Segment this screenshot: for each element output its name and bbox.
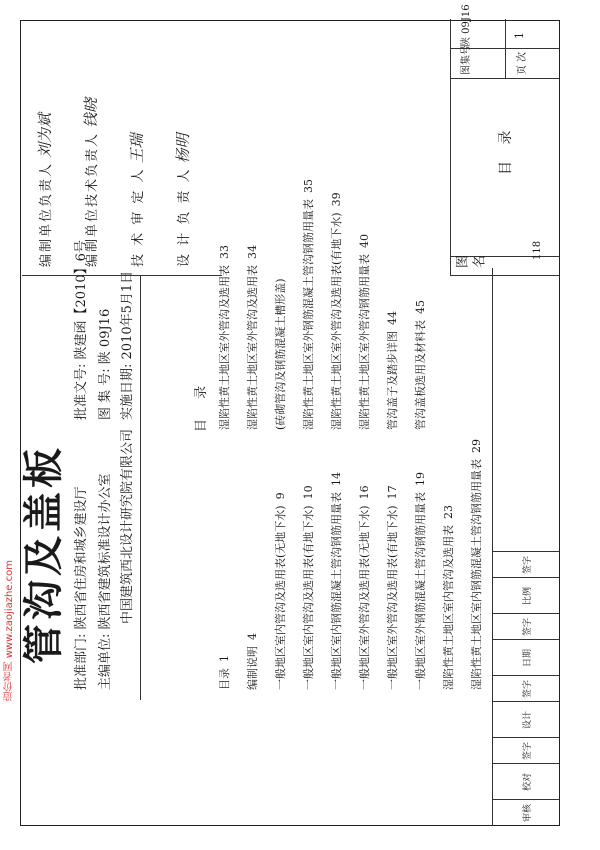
editor2-line [116, 429, 135, 624]
toc-entry [272, 280, 288, 430]
review-cell: 签字 [493, 613, 559, 640]
toc-entry-page: 34 [246, 245, 259, 259]
review-cell: 比例 [493, 577, 559, 614]
toc-entry-page: 4 [246, 633, 259, 640]
divider [140, 276, 141, 700]
toc-entry [272, 420, 288, 690]
toc-entry-label: 一般地区室外管沟及选用表(无地下水) [358, 505, 371, 690]
toc-entry-label: 湿陷性黄土地区室外钢筋混凝土管沟钢筋用量表 [302, 199, 315, 430]
toc-entry [216, 245, 232, 430]
toc-entry [356, 420, 372, 690]
review-cell: 日期 [493, 639, 559, 676]
toc-entry-page: 1 [218, 655, 231, 662]
toc-entry-page: 29 [470, 439, 483, 453]
title-block-page-label: 页 次 [517, 51, 528, 75]
date-label: 实施日期: [120, 363, 135, 420]
date-line [116, 271, 135, 420]
editor-label: 主编单位: [98, 633, 113, 690]
toc-entry-page: 14 [330, 472, 343, 486]
toc-entry-label: 一般地区室外钢筋混凝土管沟钢筋用量表 [414, 492, 427, 690]
document-title: 管沟及盖板 [20, 444, 67, 664]
toc-entry [328, 192, 344, 430]
toc-entry [440, 420, 456, 690]
signature-row [126, 133, 147, 267]
atlas-no-line [94, 309, 113, 420]
toc-entry [384, 420, 400, 690]
toc-entry [412, 280, 428, 430]
review-cell: 签字 [493, 737, 559, 764]
toc-entry-page: 10 [302, 485, 315, 500]
toc-entry-label: (砖砌管沟及钢筋混凝土槽形盖) [274, 278, 287, 430]
signature-row [80, 98, 101, 267]
toc-entry-page: 39 [330, 192, 343, 207]
review-cell: 签字 [493, 675, 559, 702]
toc-entry-page: 19 [414, 472, 427, 486]
approver-line [70, 486, 89, 690]
toc-entry [244, 245, 260, 430]
signature-handwriting: 钱晓 [82, 97, 100, 128]
signature-row [34, 113, 55, 267]
toc-entry-label: 一般地区室内管沟及选用表(无地下水) [274, 505, 287, 690]
toc-entry [468, 420, 484, 690]
footer-page-number: 118 [532, 240, 543, 260]
review-cell: 审核 [493, 799, 559, 826]
date-value: 2010年5月1日 [120, 270, 135, 360]
toc-entry-page: 45 [414, 300, 427, 314]
approver-label: 批准部门: [74, 633, 89, 690]
toc-entry [384, 280, 400, 430]
signature-role: 设 计 负 责 人 [177, 167, 192, 267]
toc-entry-page: 44 [386, 311, 399, 325]
signature-role: 编制单位技术负责人 [85, 131, 100, 267]
signature-row [172, 133, 193, 267]
toc-entry-label: 一般地区室内管沟及选用表(有地下水) [302, 505, 315, 690]
toc-heading: 目 录 [194, 377, 209, 432]
signature-handwriting: 王瑞 [128, 133, 146, 164]
toc-entry-page: 33 [218, 245, 231, 259]
editor2-value: 中国建筑西北设计研究院有限公司 [120, 428, 135, 624]
toc-entry-label: 湿陷性黄土地区室外管沟及选用表 [246, 265, 259, 430]
toc-entry-label: 一般地区室外管沟及选用表(有地下水) [386, 505, 399, 690]
toc-entry-label: 管沟盖板选用及材料表 [414, 320, 427, 430]
title-block-page: 1 [513, 32, 526, 39]
atlas-no-label: 图 集 号: [98, 368, 113, 420]
review-cell: 校对 [493, 763, 559, 800]
toc-entry-page: 16 [358, 485, 371, 500]
toc-entry-page: 40 [358, 234, 371, 248]
watermark: 造价者网 www.zaojiazhe.com [4, 560, 15, 702]
review-cell: 设计 [493, 701, 559, 738]
toc-entry [244, 420, 260, 690]
doc-no-value: 陕建函【2010】6号 [74, 240, 89, 360]
signature-role: 技 术 审 定 人 [131, 167, 146, 267]
title-block-atlas: 陕 09J16 [461, 4, 472, 47]
title-block-atlas-label: 图集号 [461, 45, 472, 75]
editor-value: 陕西省建筑标准设计办公室 [98, 473, 113, 630]
toc-entry-label: 编制说明 [246, 646, 259, 690]
toc-entry-label: 湿陷性黄土地区室外管沟及选用表 [218, 265, 231, 430]
approver-value: 陕西省住房和城乡建设厅 [74, 486, 89, 630]
title-block [450, 4, 559, 276]
toc-entry [328, 420, 344, 690]
toc-entry [300, 420, 316, 690]
atlas-no-value: 陕 09J16 [98, 308, 113, 365]
toc-entry [300, 179, 316, 430]
toc-entry-label: 湿陷性黄土地区室外管沟及选用表(有地下水) [330, 212, 343, 430]
review-cell: 签字 [493, 551, 559, 578]
title-block-name-label: 图 名 [455, 256, 486, 271]
toc-entry [356, 234, 372, 430]
toc-entry-label: 湿陷性黄土地区室外管沟钢筋用量表 [358, 254, 371, 430]
review-strip [492, 268, 559, 826]
toc-entry-page: 17 [386, 485, 399, 500]
signature-role: 编制单位负责人 [39, 161, 54, 267]
toc-entry [412, 420, 428, 690]
toc-entry [216, 420, 232, 690]
toc-entry-label: 湿陷性黄土地区室内管沟及选用表 [442, 525, 455, 690]
toc-entry-page: 9 [274, 492, 287, 500]
signature-handwriting: 刘为斌 [36, 112, 54, 158]
toc-entry-label: 目录 [218, 668, 231, 690]
toc-entry-page: 35 [302, 179, 315, 193]
toc-entry-label: 一般地区室内钢筋混凝土管沟钢筋用量表 [330, 492, 343, 690]
toc-entry-label: 湿陷性黄土地区室内钢筋混凝土管沟钢筋用量表 [470, 459, 483, 690]
signature-box [22, 19, 222, 276]
toc-entry-page: 23 [442, 505, 455, 519]
editor-line [94, 473, 113, 690]
title-block-name: 目 录 [498, 124, 514, 175]
doc-no-label: 批准文号: [74, 363, 89, 420]
signature-handwriting: 杨明 [174, 133, 192, 164]
toc-entry-label: 管沟盖子及踏步详图 [386, 331, 399, 430]
